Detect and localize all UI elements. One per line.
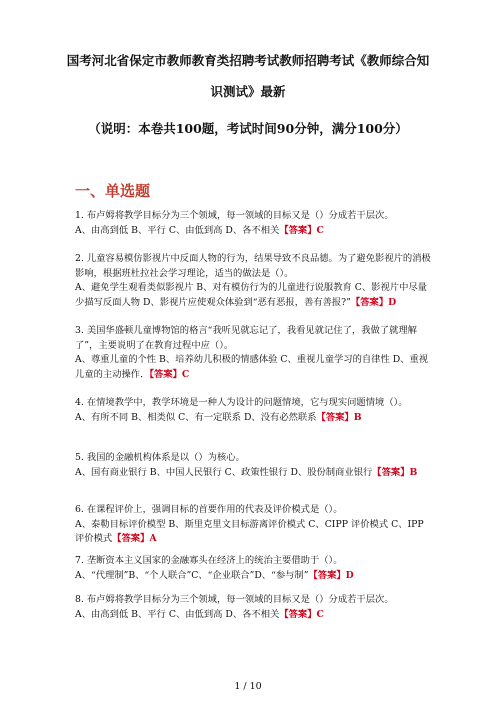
question-text: 7. 垄断资本主义国家的金融寡头在经济上的统治主要借助于（）。 (75, 555, 343, 566)
question-3 (75, 324, 432, 382)
answer-label: 【答案】B (372, 466, 418, 478)
question-7 (75, 554, 432, 583)
answer-label: 【答案】D (350, 296, 397, 308)
question-options: A、避免学生观看类似影视片 B、对有模仿行为的儿童进行说服教育 C、影视片中尽量少描写反面人物 D、影视片应使观众体验到“恶有恶报，善有善报?” (75, 282, 427, 308)
question-5 (75, 451, 432, 480)
page-number: 1 / 10 (234, 681, 262, 692)
question-text: 1. 布卢姆将教学目标分为三个领域，每一领域的目标又是（）分成若干层次。 (75, 210, 394, 221)
answer-label: 【答案】D (308, 569, 354, 581)
answer-label: 【答案】C (279, 608, 324, 620)
exam-instructions: （说明：本卷共100题，考试时间90分钟，满分100分） (88, 121, 408, 136)
question-6 (75, 503, 432, 547)
question-2 (75, 252, 432, 310)
question-options: A、由高到低 B、平行 C、由低到高 D、各不相关 (75, 608, 280, 620)
question-text: 3. 美国华盛顿儿童博物馆的格言“我听见就忘记了，我看见就记住了，我做了就理解了”，主要说明了在教育过程中应（）。 (75, 325, 417, 351)
question-text: 6. 在课程评价上，强调目标的首要作用的代表及评价模式是（）。 (75, 504, 343, 515)
document-title-line1: 国考河北省保定市教师教育类招聘考试教师招聘考试《教师综合知 (66, 53, 430, 68)
answer-label: 【答案】B (316, 411, 362, 423)
question-options: A、国有商业银行 B、中国人民银行 C、政策性银行 D、股份制商业银行 (75, 466, 373, 478)
question-options: A、由高到低 B、平行 C、由低到高 D、各不相关 (75, 224, 280, 236)
question-options: A、尊重儿童的个性 B、培养幼儿积极的情感体验 C、重视儿童学习的自律性 D、重视儿童的主动操作． (75, 354, 429, 380)
answer-label: 【答案】A (112, 533, 157, 544)
question-text: 5. 我国的金融机构体系是以（）为核心。 (75, 452, 245, 463)
question-text: 8. 布卢姆将教学目标分为三个领域，每一领域的目标又是（）分成若干层次。 (75, 594, 394, 605)
answer-label: 【答案】C (149, 368, 190, 380)
document-title-line2: 识测试》最新 (210, 84, 286, 99)
question-options: A、“代理制”B、“个人联合”C、“企业联合”D、“参与制” (75, 569, 309, 581)
question-options: A、泰勒目标评价模型 B、斯里克里文目标游离评价模式 C、CIPP 评价模式 C、IPP 评价模式 (75, 518, 424, 544)
question-1 (75, 209, 432, 238)
question-text: 4. 在情境教学中，教学环境是一种人为设计的问题情境，它与现实问题情境（）。 (75, 397, 408, 408)
section-heading: 一、单选题 (75, 182, 151, 200)
question-options: A、有所不同 B、相类似 C、有一定联系 D、没有必然联系 (75, 411, 317, 423)
answer-label: 【答案】C (279, 224, 324, 236)
question-8 (75, 593, 432, 622)
question-text: 2. 儿童容易模仿影视片中反面人物的行为，结果导致不良品德。为了避免影视片的消极影响，根据班杜拉社会学习理论，适当的做法是（）。 (75, 253, 431, 279)
question-4 (75, 396, 432, 425)
